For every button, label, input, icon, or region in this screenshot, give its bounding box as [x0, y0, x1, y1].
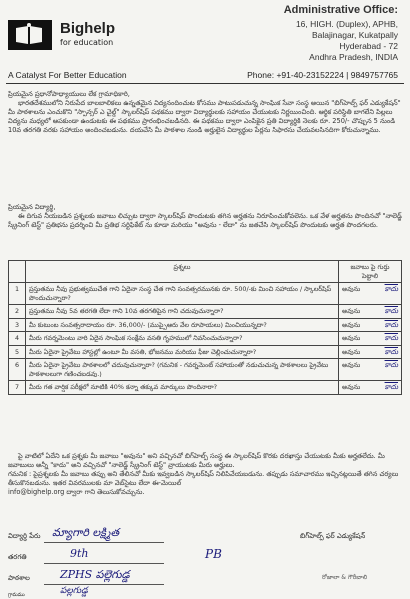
- table-row: [9, 332, 402, 346]
- class-label: తరగతి: [8, 553, 27, 561]
- answer-yes: అవును: [342, 347, 361, 356]
- question-text: ప్రస్తుతము నీవు ప్రభుత్వముచేత గాని ఏదైనా సంస్థ చేత గాని సంవత్సరమునకు రూ. 500/-కు మించి సహాయం / స్కాలర్‌షిప్ పొందుచున్నారా?: [26, 283, 339, 305]
- header-answer: జవాబు పై గుర్తు పెట్టాలి: [339, 261, 402, 283]
- office-address-block: [284, 4, 398, 63]
- question-text: ప్రస్తుతము నీవు 5వ తరగతి లేదా గాని 10వ తరగతిపైన గాని చదువుచున్నారా?: [26, 305, 339, 319]
- answer-no: కాదు: [384, 383, 398, 391]
- table-row: [9, 318, 402, 332]
- question-text: మీ కుటుంబ సంవత్సరాదాయం రూ. 36,000/- (ముప్పైఆరు వేల రూపాయలు) మించియున్నదా?: [26, 318, 339, 332]
- address-line: Andhra Pradesh, INDIA: [309, 52, 398, 62]
- table-header-row: [9, 261, 402, 283]
- table-row: [9, 381, 402, 395]
- org-sign-label: బిగ్‌హెల్ప్ ఫర్ ఎడ్యుకేషన్: [300, 532, 366, 540]
- logo-name: Bighelp: [60, 20, 115, 37]
- salutation-student: ప్రియమైన విద్యార్థి,: [8, 203, 56, 211]
- question-text: మీరు గత వార్షిక పరీక్షలో నూటికి 40% కన్నా తక్కువ మార్కులు పొందినారా?: [26, 381, 339, 395]
- tagline: A Catalyst For Better Education: [8, 70, 127, 80]
- initials-signature: PB: [205, 547, 222, 561]
- answer-cell: [339, 332, 402, 346]
- table-row: [9, 345, 402, 359]
- logo-subtitle: for education: [60, 38, 114, 47]
- question-text: మీరు గవర్నమెంటు వారి ఏదైన సాంఘిక సంక్షేమ వసతి గృహములో నివసించుచున్నారా?: [26, 332, 339, 346]
- eligibility-table: [8, 260, 402, 395]
- answer-cell: [339, 381, 402, 395]
- table-row: [9, 305, 402, 319]
- table-row: [9, 359, 402, 381]
- header-questions: ప్రశ్నలు: [26, 261, 339, 283]
- answer-no: కాదు: [384, 334, 398, 342]
- answer-cell: [339, 283, 402, 305]
- village-value: పల్లగుడ్డ: [60, 586, 88, 596]
- student-name-value: మ్యాగారి లక్ష్మిత: [52, 526, 120, 539]
- answer-no: కాదు: [384, 285, 398, 293]
- school-label: పాఠశాల: [8, 574, 30, 582]
- answer-no: కాదు: [384, 320, 398, 329]
- student-name-line: [44, 542, 164, 543]
- row-number: 2: [9, 305, 26, 319]
- school-value: ZPHS పల్లెగుడ్డ: [60, 568, 130, 581]
- answer-yes: అవును: [342, 307, 361, 315]
- class-line: [44, 563, 164, 564]
- row-number: 7: [9, 381, 26, 395]
- answer-no: కాదు: [384, 307, 398, 315]
- row-number: 5: [9, 345, 26, 359]
- question-text: మీరు ఏదైనా ప్రైవేటు హాస్టల్లో ఉంటూ మీ వసతి, భోజనము మరియు ఫీజు చెల్లించుచున్నారా?: [26, 345, 339, 359]
- footnote-text: రోజాలా & గౌరీబాలి: [322, 574, 368, 581]
- answer-cell: [339, 359, 402, 381]
- class-value: 9th: [70, 547, 89, 560]
- answer-cell: [339, 318, 402, 332]
- row-number: 6: [9, 359, 26, 381]
- note-paragraph: గమనిక : పైప్రశ్నలకు మీ జవాబు తప్పు అని తేలినచో మీకు ఇవ్వబడిన స్కాలర్‌షిప్ నిలిపివేయబడును. తప్పుడు సమాచారము ఇచ్చినట్లయితే తగిన చర్యలు తీసుకొనబడును. ఇతర వివరములకు మా వెబ్‌సైటు లేదా ఈ-మెయిల్: [8, 470, 399, 487]
- answer-cell: [339, 305, 402, 319]
- village-label: గ్రామము: [8, 592, 25, 598]
- answer-no: కాదు: [384, 361, 398, 369]
- office-title: Administrative Office:: [283, 4, 398, 16]
- school-line: [44, 584, 164, 585]
- answer-yes: అవును: [342, 361, 361, 369]
- address-line: Hyderabad - 72: [339, 41, 398, 51]
- header-divider: [6, 83, 404, 84]
- email-line: info@bighelp.org ద్వారా గాని తెలుసుకోవచ్చును.: [8, 488, 145, 496]
- answer-yes: అవును: [342, 285, 361, 293]
- office-phone: Phone: +91-40-23152224 | 9849757765: [247, 70, 398, 80]
- row-number: 1: [9, 283, 26, 305]
- student-instructions: [8, 203, 402, 230]
- salutation-headmaster: ప్రియమైన ప్రధానోపాధ్యాయులు లేక గ్రామాధికారి,: [8, 90, 130, 98]
- closing-paragraph: పై వాటిలో ఏదేని ఒక ప్రశ్నకు మీ జవాబు "అవును" అని వచ్చినచో బిగ్‌హెల్ప్ సంస్థ ఈ స్కాలర్‌షిప్ కొరకు దరఖాస్తు చేయుటకు మీకు అర్హతలేదు. మీ జవాబులు అన్నీ "కాదు" అని వచ్చినచో "నాలెడ్జ్ స్క్రీనింగ్ టెస్ట్" వ్రాయుటకు మీరు అర్హులు.: [8, 452, 385, 469]
- bighelp-logo-icon: [8, 20, 52, 50]
- closing-block: [8, 452, 402, 497]
- answer-cell: [339, 345, 402, 359]
- address-line: Balajinagar, Kukatpally: [311, 30, 398, 40]
- table-row: [9, 283, 402, 305]
- answer-no: కాదు: [384, 347, 398, 356]
- intro-paragraph: భారతదేశములోని నిరుపేద బాలబాలికలు ఉన్నతమైన విద్యనందించుట కోసము పాటుపడుచున్న సాంఘిక సేవా సంస్థ అయిన "బిగ్‌హెల్ప్ ఫర్ ఎడ్యుకేషన్" మీ పాఠశాలను ఎంచుకొని "స్పాన్సర్ ఎ చైల్డ్" స్కాలర్‌షిప్ పథకము ద్వారా విద్యార్థులకు సహాయం చేయుటకు నిర్ణయించింది. ఆర్థిక పరిస్థితి బాగలేని పిల్లలు విద్యను మధ్యలో ఆపకుండా ఉండుటకు ఈ పథకము ప్రారంభించబడినది. ఈ పథకము ద్వారా ఎంపికైన ప్రతి విద్యార్థికి నెలకు రూ. 250/- చొప్పున 5 నుండి 10వ తరగతి వరకు సహాయం అందించబడును. దయచేసి మీ పాఠశాల నుండి అర్హులైన విద్యార్థుల పేర్లను సిఫారసు చేయవలసినదిగా కోరుచున్నాము.: [8, 99, 401, 134]
- answer-yes: అవును: [342, 334, 361, 342]
- answer-yes: అవును: [342, 320, 361, 329]
- letter-intro: [8, 90, 402, 135]
- instructions-paragraph: ఈ దిగువ నీయబడిన ప్రశ్నలకు జవాబు లిచ్చుట ద్వారా స్కాలర్‌షిప్ పొందుటకు తగిన అర్హతను నిరూపించుకోవలెను. ఒక వేళ అర్హతను పొందినచో "నాలెడ్జ్ స్క్రీనింగ్ టెస్ట్" ప్రతిభను ప్రదర్శించి మీ ప్రతిభ సర్టిఫికేట్ ను కూడా మరియు "అవును - లేదా" ను జతచేసి స్కాలర్‌షిప్ పొందుటకు అర్హత పొందగలరు.: [8, 212, 402, 229]
- student-name-label: విద్యార్థి పేరు: [8, 532, 41, 540]
- row-number: 3: [9, 318, 26, 332]
- answer-yes: అవును: [342, 383, 361, 391]
- row-number: 4: [9, 332, 26, 346]
- address-line: 16, HIGH. (Duplex), APHB,: [295, 19, 398, 29]
- question-text: మీరు ఏదైనా ప్రైవేటు పాఠశాలలో చదువుచున్నారా? (గమనిక - గవర్నమెంట్ సహాయంతో నడుచుచున్న పాఠశాలలు ప్రైవేటు పాఠశాలలుగా గణించబడవు.): [26, 359, 339, 381]
